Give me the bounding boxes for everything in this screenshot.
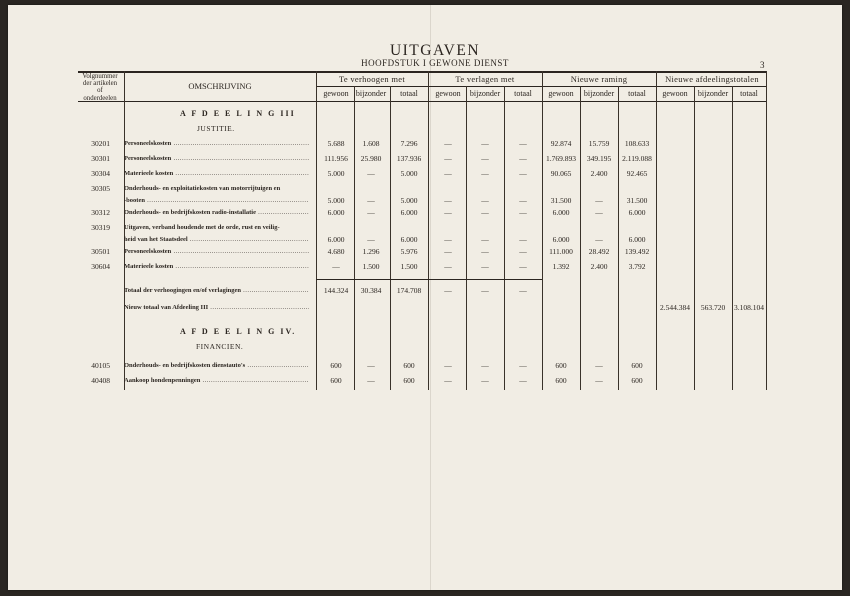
cell-value: 4.680 <box>327 247 345 256</box>
row-description-text: Nieuw totaal van Afdeeling III <box>124 304 209 311</box>
row-description <box>124 168 309 179</box>
cell-value: — <box>481 376 489 385</box>
cell-value: — <box>519 376 527 385</box>
cell-value: — <box>481 208 489 217</box>
header-rule-top <box>78 71 766 73</box>
table-row <box>0 360 850 371</box>
cell-value: 600 <box>330 376 342 385</box>
article-code: 40105 <box>91 361 110 370</box>
row-description <box>124 285 309 296</box>
table-row <box>0 261 850 272</box>
article-code: 30201 <box>91 139 110 148</box>
cell-value: 92.874 <box>550 139 572 148</box>
cell-value: 600 <box>631 361 643 370</box>
row-description-continued <box>124 234 309 245</box>
cell-value: — <box>444 376 452 385</box>
cell-value: — <box>481 247 489 256</box>
sub-header-bijzonder: bijzonder <box>697 89 729 98</box>
cell-value: — <box>595 196 603 205</box>
table-row <box>0 183 850 205</box>
cell-value: 5.688 <box>327 139 345 148</box>
row-description-text: Personeelskosten <box>124 140 172 147</box>
cell-value: — <box>481 139 489 148</box>
cell-value: 1.608 <box>362 139 380 148</box>
cell-value: — <box>444 154 452 163</box>
cell-value: — <box>367 235 375 244</box>
page-subtitle: HOOFDSTUK I GEWONE DIENST <box>361 58 509 68</box>
totals-rule <box>316 279 542 280</box>
article-code: 30501 <box>91 247 110 256</box>
column-rule <box>732 86 733 390</box>
cell-value: 7.296 <box>400 139 418 148</box>
table-row <box>0 138 850 149</box>
cell-value: 6.000 <box>628 235 646 244</box>
cell-value: 2.400 <box>590 262 608 271</box>
article-code: 30301 <box>91 154 110 163</box>
cell-value: — <box>332 262 340 271</box>
cell-value: 31.500 <box>550 196 572 205</box>
cell-value: 349.195 <box>586 154 612 163</box>
row-description <box>124 375 309 386</box>
cell-value: — <box>519 169 527 178</box>
cell-value: 1.769.893 <box>546 154 576 163</box>
row-description-text: Personeelskosten <box>124 248 172 255</box>
table-row <box>0 207 850 218</box>
row-description <box>124 360 309 371</box>
cell-value: — <box>444 196 452 205</box>
cell-value: 6.000 <box>400 208 418 217</box>
row-description-text: Personeelskosten <box>124 155 172 162</box>
cell-value: — <box>595 361 603 370</box>
cell-value: 6.000 <box>400 235 418 244</box>
cell-value: 600 <box>631 376 643 385</box>
total-cell-value: — <box>444 286 452 295</box>
total-cell-value: 144.324 <box>323 286 349 295</box>
cell-value: 1.500 <box>362 262 380 271</box>
row-description-text: Onderhouds- en bedrijfskosten radio-installatie <box>124 209 256 216</box>
cell-value: 5.000 <box>400 169 418 178</box>
section-subtitle: JUSTITIE. <box>197 124 235 133</box>
cell-value: — <box>481 154 489 163</box>
cell-value: — <box>444 262 452 271</box>
cell-value: 2.400 <box>590 169 608 178</box>
cell-value: — <box>481 235 489 244</box>
header-rule-mid <box>316 86 766 87</box>
section-subtitle: FINANCIEN. <box>196 342 244 351</box>
cell-value: — <box>481 169 489 178</box>
cell-value: — <box>519 139 527 148</box>
section-title: A F D E E L I N G IV. <box>180 327 297 336</box>
page-number: 3 <box>760 60 765 70</box>
row-description <box>124 302 309 313</box>
cell-value: 28.492 <box>588 247 610 256</box>
article-code: 30319 <box>91 223 110 232</box>
cell-value: 6.000 <box>628 208 646 217</box>
sub-header-gewoon: gewoon <box>435 89 461 98</box>
row-description <box>124 222 309 233</box>
code-header-line: of <box>97 87 103 95</box>
cell-value: 6.000 <box>552 235 570 244</box>
cell-value: 25.980 <box>360 154 382 163</box>
table-row <box>0 153 850 164</box>
header-rule-bottom <box>78 101 766 102</box>
cell-value: — <box>444 139 452 148</box>
cell-value: — <box>444 247 452 256</box>
cell-value: — <box>481 361 489 370</box>
cell-value: 600 <box>403 361 415 370</box>
cell-value: 6.000 <box>327 208 345 217</box>
cell-value: — <box>519 247 527 256</box>
sub-header-bijzonder: bijzonder <box>583 89 615 98</box>
row-description-continued <box>124 195 309 206</box>
total-cell-value: — <box>481 286 489 295</box>
cell-value: 5.976 <box>400 247 418 256</box>
row-description <box>124 246 309 257</box>
group-header-new-estimate: Nieuwe raming <box>570 74 628 84</box>
cell-value: 15.759 <box>588 139 610 148</box>
sub-header-gewoon: gewoon <box>323 89 349 98</box>
row-description-text: Onderhouds- en bedrijfskosten dienstauto's <box>124 362 246 369</box>
cell-value: 600 <box>555 361 567 370</box>
cell-value: — <box>595 376 603 385</box>
table-row <box>0 375 850 386</box>
row-description <box>124 153 309 164</box>
group-header-increase: Te verhoogen met <box>338 74 406 84</box>
section-title: A F D E E L I N G III <box>180 109 296 118</box>
new-total-cell-value: 563.720 <box>700 303 726 312</box>
cell-value: — <box>519 262 527 271</box>
cell-value: 5.000 <box>327 169 345 178</box>
sub-header-gewoon: gewoon <box>548 89 574 98</box>
sub-header-totaal: totaal <box>514 89 532 98</box>
row-description <box>124 183 309 194</box>
cell-value: 5.000 <box>400 196 418 205</box>
cell-value: 5.000 <box>327 196 345 205</box>
article-code: 30604 <box>91 262 110 271</box>
cell-value: 2.119.088 <box>622 154 652 163</box>
row-description-text: Aankoop hondenpenningen <box>124 377 201 384</box>
cell-value: 137.936 <box>396 154 422 163</box>
cell-value: — <box>367 169 375 178</box>
cell-value: 92.465 <box>626 169 648 178</box>
article-code: 30304 <box>91 169 110 178</box>
table-row <box>0 246 850 257</box>
cell-value: 3.792 <box>628 262 646 271</box>
sub-header-gewoon: gewoon <box>662 89 688 98</box>
row-description-text: heid van het Staatsdeel <box>124 236 188 243</box>
cell-value: — <box>367 208 375 217</box>
cell-value: — <box>444 169 452 178</box>
cell-value: 111.000 <box>549 247 573 256</box>
row-description-text: Materieele kosten <box>124 263 174 270</box>
group-header-decrease: Te verlagen met <box>455 74 515 84</box>
code-header-line: onderdeelen <box>83 94 117 102</box>
sub-header-bijzonder: bijzonder <box>469 89 501 98</box>
cell-value: — <box>444 208 452 217</box>
sub-header-totaal: totaal <box>740 89 758 98</box>
table-row <box>0 222 850 244</box>
sub-header-totaal: totaal <box>628 89 646 98</box>
cell-value: 31.500 <box>626 196 648 205</box>
cell-value: 6.000 <box>327 235 345 244</box>
cell-value: — <box>519 208 527 217</box>
article-code: 30305 <box>91 184 110 193</box>
cell-value: 600 <box>403 376 415 385</box>
total-cell-value: 174.708 <box>396 286 422 295</box>
cell-value: 6.000 <box>552 208 570 217</box>
sub-header-totaal: totaal <box>400 89 418 98</box>
table-row <box>0 302 850 313</box>
cell-value: — <box>444 361 452 370</box>
row-description <box>124 261 309 272</box>
row-description-text: -booten <box>124 197 145 204</box>
cell-value: — <box>444 235 452 244</box>
new-total-cell-value: 2.544.384 <box>660 303 690 312</box>
cell-value: 90.065 <box>550 169 572 178</box>
cell-value: — <box>595 208 603 217</box>
cell-value: — <box>519 361 527 370</box>
table-row <box>0 168 850 179</box>
row-description-text: Onderhouds- en exploitatiekosten van motorrijtuigen en <box>124 185 281 192</box>
row-description-text: Totaal der verhoogingen en/of verlagingen <box>124 287 241 294</box>
cell-value: 1.500 <box>400 262 418 271</box>
table-row <box>0 285 850 296</box>
cell-value: 108.633 <box>624 139 650 148</box>
row-description-text: Uitgaven, verband houdende met de orde, rust en veilig- <box>124 224 280 231</box>
cell-value: — <box>367 361 375 370</box>
cell-value: — <box>481 196 489 205</box>
cell-value: 1.296 <box>362 247 380 256</box>
article-code: 30312 <box>91 208 110 217</box>
code-column-header <box>76 73 124 102</box>
group-header-new-totals: Nieuwe afdeelingstotalen <box>665 74 759 84</box>
cell-value: — <box>519 154 527 163</box>
cell-value: 139.492 <box>624 247 650 256</box>
page-title: UITGAVEN <box>389 42 481 59</box>
row-description <box>124 207 309 218</box>
cell-value: 111.956 <box>324 154 348 163</box>
code-header-line: Volgnummer <box>82 73 118 80</box>
cell-value: 600 <box>330 361 342 370</box>
sub-header-bijzonder: bijzonder <box>355 89 387 98</box>
article-code: 40408 <box>91 376 110 385</box>
cell-value: — <box>367 196 375 205</box>
row-description <box>124 138 309 149</box>
cell-value: — <box>367 376 375 385</box>
cell-value: — <box>519 196 527 205</box>
cell-value: — <box>481 262 489 271</box>
total-cell-value: 30.384 <box>360 286 382 295</box>
total-cell-value: — <box>519 286 527 295</box>
cell-value: — <box>595 235 603 244</box>
row-description-text: Materieele kosten <box>124 170 174 177</box>
new-total-cell-value: 3.108.104 <box>734 303 764 312</box>
cell-value: 600 <box>555 376 567 385</box>
cell-value: — <box>519 235 527 244</box>
description-column-header: OMSCHRIJVING <box>188 81 252 91</box>
code-header-line: der artikelen <box>82 80 118 88</box>
cell-value: 1.392 <box>552 262 570 271</box>
column-rule <box>694 86 695 390</box>
